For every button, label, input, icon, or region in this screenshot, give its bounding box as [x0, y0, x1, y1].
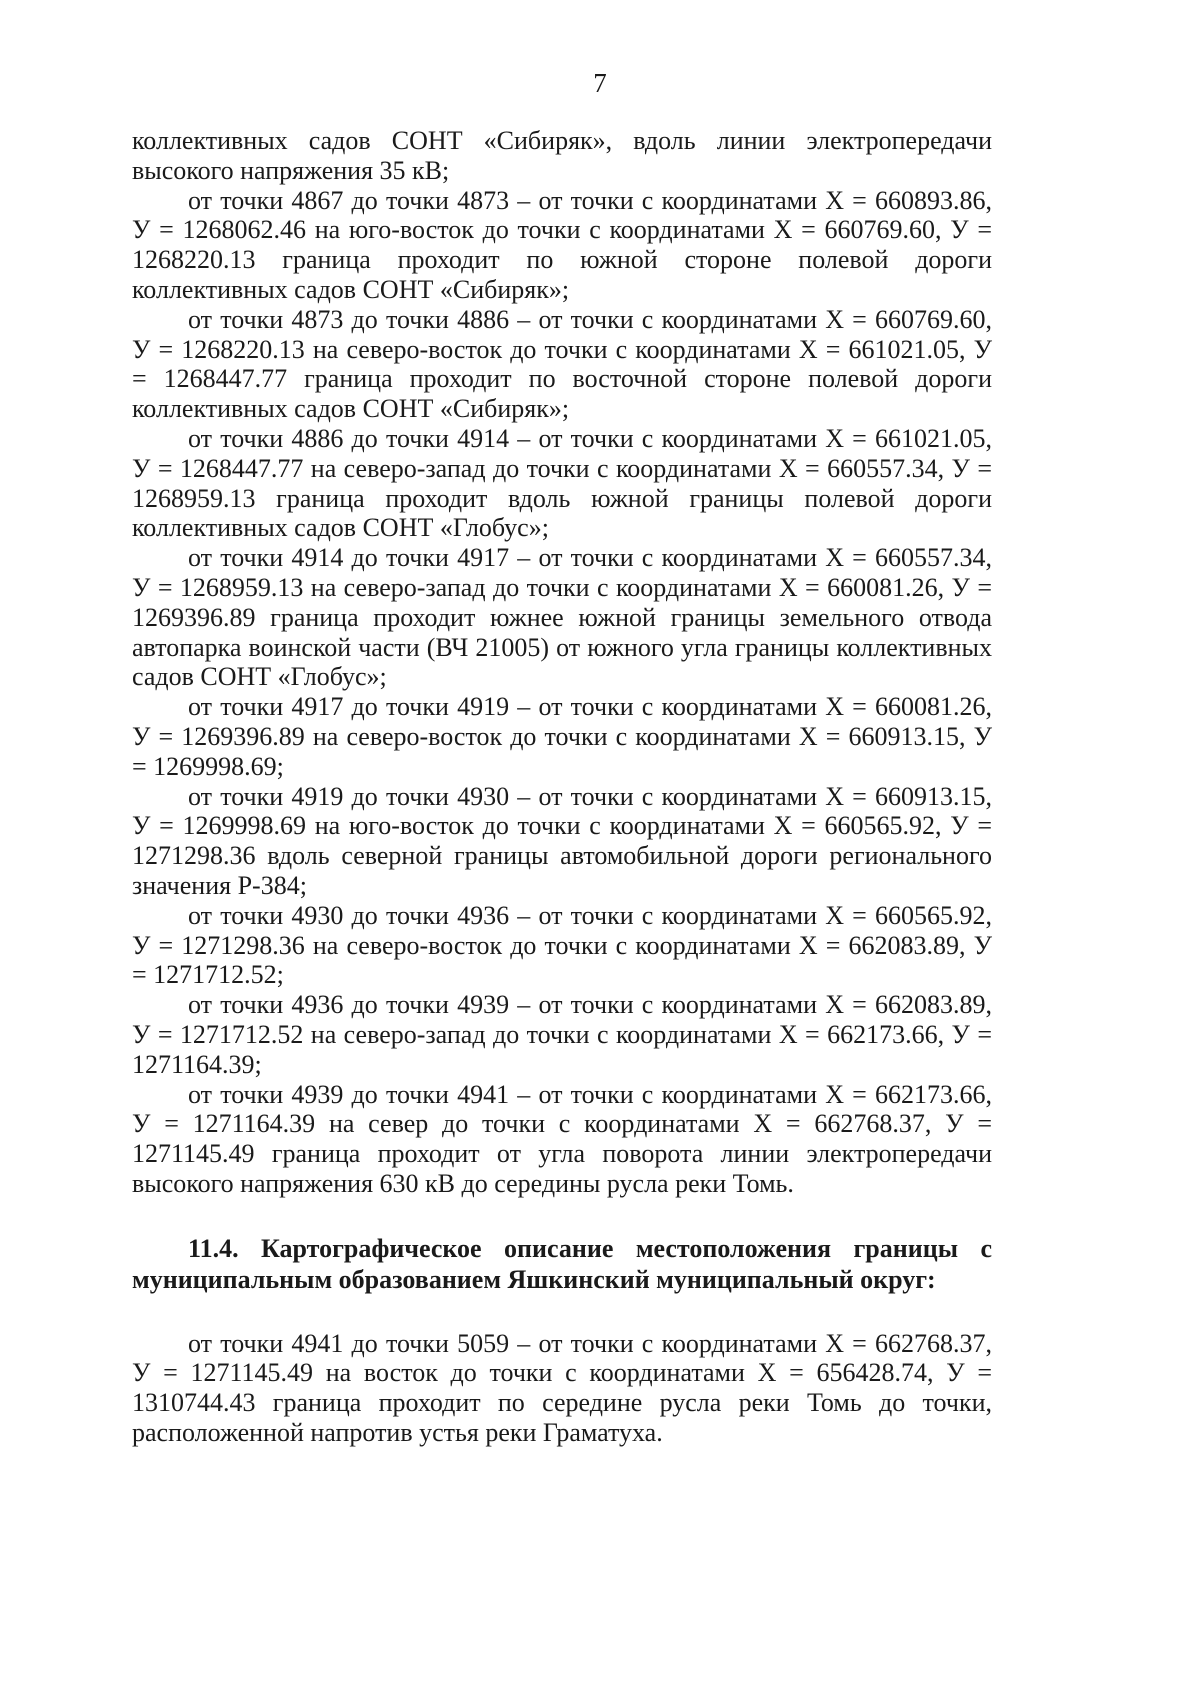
- paragraph-4930-4936: от точки 4930 до точки 4936 – от точки с координатами Х = 660565.92, У = 1271298.36 на северо-восток до точки с координатами Х = 662083.89, У = 1271712.52;: [132, 900, 992, 990]
- paragraph-4886-4914: от точки 4886 до точки 4914 – от точки с координатами Х = 661021.05, У = 1268447.77 на северо-запад до точки с координатами Х = 660557.34, У = 1268959.13 граница проходит вдоль южной границы полевой дороги коллективных садов СОНТ «Глобус»;: [132, 423, 992, 543]
- paragraph-4867-4873: от точки 4867 до точки 4873 – от точки с координатами Х = 660893.86, У = 1268062.46 на юго-восток до точки с координатами Х = 660769.60, У = 1268220.13 граница проходит по южной стороне полевой дороги коллективных садов СОНТ «Сибиряк»;: [132, 185, 992, 304]
- paragraph-4936-4939: от точки 4936 до точки 4939 – от точки с координатами Х = 662083.89, У = 1271712.52 на северо-запад до точки с координатами Х = 662173.66, У = 1271164.39;: [132, 990, 992, 1079]
- paragraph-4919-4930: от точки 4919 до точки 4930 – от точки с координатами Х = 660913.15, У = 1269998.69 на юго-восток до точки с координатами Х = 660565.92, У = 1271298.36 вдоль северной границы автомобильной дороги регионального значения Р-384;: [132, 781, 992, 900]
- section-heading-11-4: 11.4. Картографическое описание местоположения границы с муниципальным образованием Яшкинский муниципальный округ:: [132, 1233, 992, 1294]
- paragraph-4939-4941: от точки 4939 до точки 4941 – от точки с координатами Х = 662173.66, У = 1271164.39 на север до точки с координатами Х = 662768.37, У = 1271145.49 граница проходит от угла поворота линии электропередачи высокого напряжения 630 кВ до середины русла реки Томь.: [132, 1079, 992, 1198]
- page-number: 7: [593, 68, 607, 98]
- paragraph-4941-5059: от точки 4941 до точки 5059 – от точки с координатами Х = 662768.37, У = 1271145.49 на восток до точки с координатами Х = 656428.74, У = 1310744.43 граница проходит по середине русла реки Томь до точки, расположенной напротив устья реки Граматуха.: [132, 1328, 992, 1448]
- paragraph-4917-4919: от точки 4917 до точки 4919 – от точки с координатами Х = 660081.26, У = 1269396.89 на северо-восток до точки с координатами Х = 660913.15, У = 1269998.69;: [132, 692, 992, 781]
- paragraph-4873-4886: от точки 4873 до точки 4886 – от точки с координатами Х = 660769.60, У = 1268220.13 на северо-восток до точки с координатами Х = 661021.05, У = 1268447.77 граница проходит по восточной стороне полевой дороги коллективных садов СОНТ «Сибиряк»;: [132, 304, 992, 424]
- document-body: [132, 126, 992, 1448]
- paragraph-4914-4917: от точки 4914 до точки 4917 – от точки с координатами Х = 660557.34, У = 1268959.13 на северо-запад до точки с координатами Х = 660081.26, У = 1269396.89 граница проходит южнее южной границы земельного отвода автопарка воинской части (ВЧ 21005) от южного угла границы коллективных садов СОНТ «Глобус»;: [132, 543, 992, 692]
- paragraph-continuation: коллективных садов СОНТ «Сибиряк», вдоль линии электропередачи высокого напряжения 35 кВ;: [132, 126, 992, 185]
